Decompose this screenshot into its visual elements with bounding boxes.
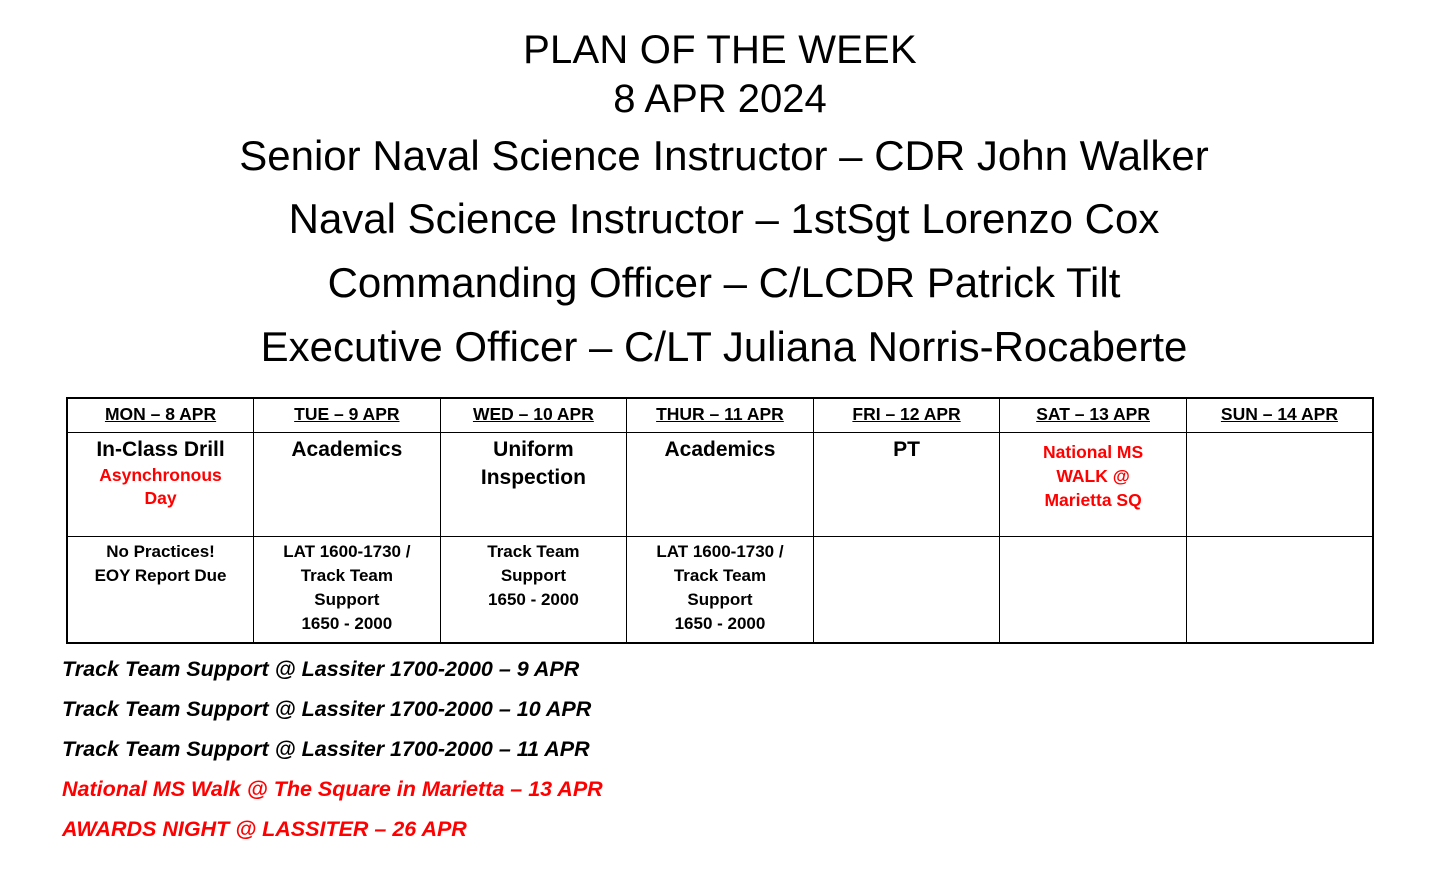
list-item: Track Team Support @ Lassiter 1700-2000 – 10 APR bbox=[62, 697, 592, 722]
table-header-row bbox=[67, 398, 1373, 433]
cell-fri-notes bbox=[813, 536, 1000, 643]
column-header-tue: TUE – 9 APR bbox=[254, 398, 441, 433]
cell-text: Academics bbox=[664, 437, 776, 461]
notes-list bbox=[62, 650, 1382, 850]
staff-line-co: Commanding Officer – C/LCDR Patrick Tilt bbox=[327, 259, 1121, 307]
cell-text: Support bbox=[687, 590, 753, 610]
cell-text: LAT 1600-1730 / bbox=[656, 541, 784, 561]
cell-text: EOY Report Due bbox=[94, 566, 227, 586]
cell-mon-notes bbox=[67, 536, 254, 643]
cell-text: Academics bbox=[291, 437, 403, 461]
cell-sat-activity bbox=[1000, 432, 1187, 536]
cell-text: No Practices! bbox=[106, 541, 215, 561]
cell-text-highlight: Day bbox=[144, 488, 177, 509]
cell-text-highlight: Asynchronous bbox=[99, 464, 222, 485]
cell-text: Track Team bbox=[300, 566, 393, 586]
cell-sun-activity bbox=[1186, 432, 1373, 536]
cell-text: Uniform bbox=[493, 437, 574, 461]
cell-thur-activity bbox=[627, 432, 814, 536]
page-title: PLAN OF THE WEEK bbox=[523, 28, 917, 72]
column-header-sun: SUN – 14 APR bbox=[1186, 398, 1373, 433]
document-header bbox=[0, 0, 1440, 379]
list-item: National MS Walk @ The Square in Marietta – 13 APR bbox=[62, 777, 603, 802]
cell-sat-notes bbox=[1000, 536, 1187, 643]
cell-text: Track Team bbox=[673, 566, 767, 586]
list-item: AWARDS NIGHT @ LASSITER – 26 APR bbox=[62, 817, 467, 842]
weekly-schedule-table-wrapper bbox=[66, 397, 1374, 645]
cell-text: 1650 - 2000 bbox=[301, 614, 393, 634]
cell-mon-activity bbox=[67, 432, 254, 536]
cell-text: 1650 - 2000 bbox=[488, 590, 579, 610]
cell-wed-activity bbox=[440, 432, 627, 536]
cell-text: PT bbox=[893, 437, 920, 461]
cell-tue-activity bbox=[254, 432, 441, 536]
cell-tue-notes bbox=[254, 536, 441, 643]
cell-text: In-Class Drill bbox=[96, 437, 225, 461]
cell-text: WALK @ bbox=[1056, 466, 1130, 487]
cell-text: Support bbox=[500, 566, 566, 586]
staff-line-xo: Executive Officer – C/LT Juliana Norris-Rocaberte bbox=[260, 323, 1188, 371]
cell-wed-notes bbox=[440, 536, 627, 643]
cell-text: Support bbox=[314, 590, 380, 610]
cell-text: National MS bbox=[1043, 441, 1144, 462]
staff-line-nsi: Naval Science Instructor – 1stSgt Lorenzo Cox bbox=[288, 195, 1160, 243]
cell-sun-notes bbox=[1186, 536, 1373, 643]
document-date: 8 APR 2024 bbox=[613, 76, 827, 121]
column-header-thur: THUR – 11 APR bbox=[627, 398, 814, 433]
cell-fri-activity bbox=[813, 432, 1000, 536]
cell-text: Track Team bbox=[487, 541, 580, 561]
column-header-fri: FRI – 12 APR bbox=[813, 398, 1000, 433]
list-item: Track Team Support @ Lassiter 1700-2000 – 9 APR bbox=[62, 657, 580, 682]
cell-text: LAT 1600-1730 / bbox=[283, 541, 411, 561]
cell-text: 1650 - 2000 bbox=[674, 614, 766, 634]
staff-line-snsi: Senior Naval Science Instructor – CDR John Walker bbox=[239, 131, 1209, 179]
cell-text: Marietta SQ bbox=[1044, 490, 1142, 511]
cell-text: Inspection bbox=[480, 465, 586, 489]
column-header-wed: WED – 10 APR bbox=[440, 398, 627, 433]
column-header-mon: MON – 8 APR bbox=[67, 398, 254, 433]
table-row-primary-activity bbox=[67, 432, 1373, 536]
weekly-schedule-table bbox=[66, 397, 1374, 645]
list-item: Track Team Support @ Lassiter 1700-2000 – 11 APR bbox=[62, 737, 590, 762]
column-header-sat: SAT – 13 APR bbox=[1000, 398, 1187, 433]
cell-thur-notes bbox=[627, 536, 814, 643]
table-row-secondary-activity bbox=[67, 536, 1373, 643]
